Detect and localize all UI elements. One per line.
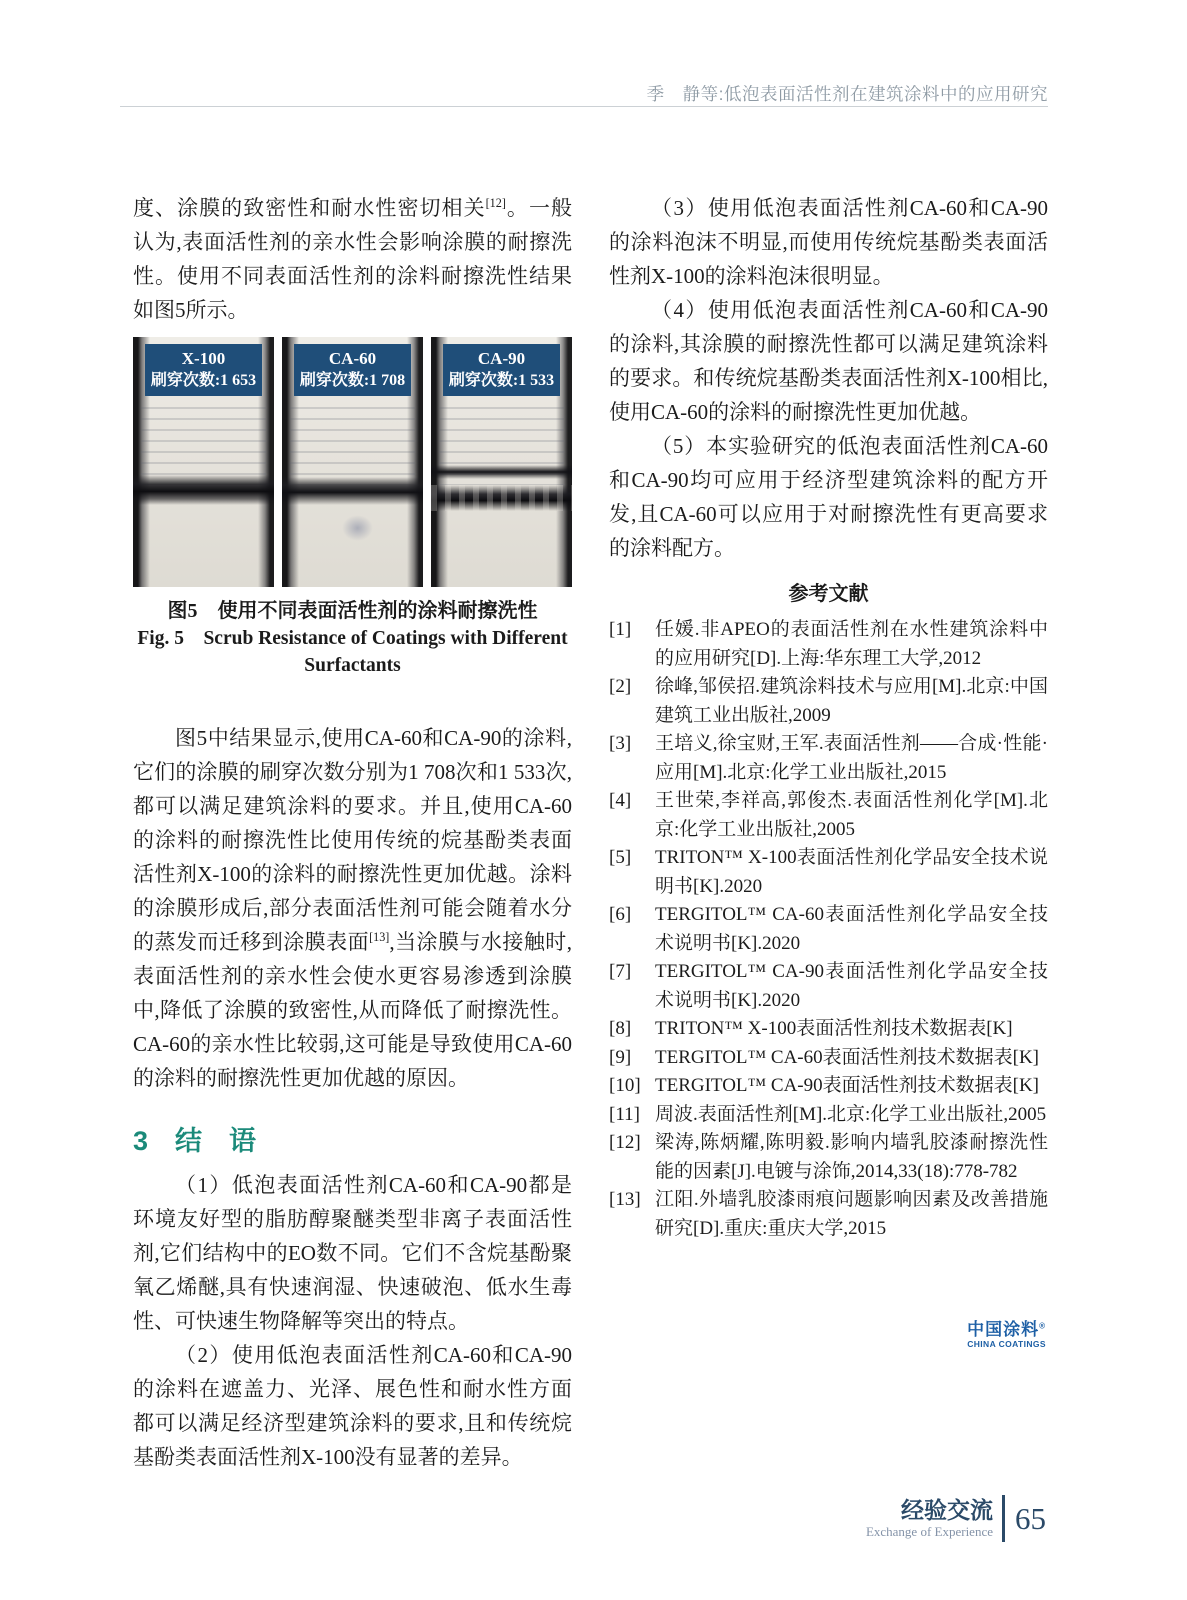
column-left (133, 191, 572, 1474)
reference-text: 梁涛,陈炳耀,陈明毅.影响内墙乳胶漆耐擦洗性能的因素[J].电镀与涂饰,2014,33(18):778-782 (655, 1132, 1048, 1182)
paragraph-text: ,当涂膜与水接触时,表面活性剂的亲水性会使水更容易渗透到涂膜中,降低了涂膜的致密性,从而降低了耐擦洗性。CA-60的亲水性比较弱,这可能是导致使用CA-60的涂料的耐擦洗性更加优越的原因。 (133, 930, 573, 1090)
publisher-logo (609, 1321, 1048, 1350)
citation-superscript: [12] (485, 196, 506, 210)
reference-label: [2] (609, 676, 632, 697)
panel-scrub-count: 刷穿次数:1 653 (150, 372, 257, 389)
logo-text: 中国涂料 (967, 1320, 1040, 1339)
reference-text: TERGITOL™ CA-90表面活性剂技术数据表[K] (655, 1075, 1039, 1096)
reference-text: 徐峰,邹侯招.建筑涂料技术与应用[M].北京:中国建筑工业出版社,2009 (655, 676, 1048, 726)
reference-item (609, 1044, 1048, 1073)
reference-text: 王世荣,李祥高,郭俊杰.表面活性剂化学[M].北京:化学工业出版社,2005 (655, 790, 1048, 840)
page-number: 65 (1015, 1500, 1046, 1536)
paragraph-conclusion-5: （5）本实验研究的低泡表面活性剂CA-60和CA-90均可应用于经济型建筑涂料的配方开发,且CA-60可以应用于对耐擦洗性有更高要求的涂料配方。 (609, 434, 1048, 560)
running-head-title: 季 静等:低泡表面活性剂在建筑涂料中的应用研究 (646, 84, 1048, 104)
scrub-breakthrough-band (431, 465, 572, 479)
paragraph-intro (133, 191, 572, 327)
reference-label: [5] (609, 847, 632, 868)
reference-list (609, 616, 1048, 1243)
scrub-photo-ca90 (431, 337, 572, 587)
panel-banner (443, 344, 560, 396)
reference-text: TERGITOL™ CA-60表面活性剂技术数据表[K] (655, 1046, 1039, 1068)
reference-label: [9] (609, 1046, 632, 1068)
scrub-photo-x100 (133, 337, 274, 587)
figure-5 (133, 337, 572, 679)
column-right (609, 191, 1048, 1474)
scrub-marks (141, 407, 266, 485)
reference-label: [8] (609, 1018, 632, 1039)
reference-label: [10] (609, 1075, 641, 1096)
panel-surfactant-name: X-100 (181, 349, 226, 368)
panel-scrub-count: 刷穿次数:1 708 (299, 372, 406, 389)
panel-surfactant-name: CA-90 (477, 349, 526, 368)
panel-banner (145, 344, 262, 396)
citation-superscript: [13] (369, 930, 390, 944)
reference-item (609, 1101, 1048, 1130)
scrub-breakthrough-band (431, 485, 572, 511)
references-heading: 参考文献 (788, 583, 869, 605)
reference-text: TERGITOL™ CA-60表面活性剂化学品安全技术说明书[K].2020 (655, 904, 1048, 954)
paragraph-text: 图5中结果显示,使用CA-60和CA-90的涂料,它们的涂膜的刷穿次数分别为1 708次和1 533次,都可以满足建筑涂料的要求。并且,使用CA-60的涂料的耐擦洗性比使用传统的烷基酚类表面活性剂X-100的涂料的耐擦洗性更加优越。涂料的涂膜形成后,部分表面活性剂可能会随着水分的蒸发而迁移到涂膜表面 (133, 726, 572, 954)
reference-item (609, 844, 1048, 901)
footer-section-zh: 经验交流 (901, 1497, 993, 1523)
logo-title-en: CHINA COATINGS (967, 1339, 1046, 1349)
paragraph-conclusion-2: （2）使用低泡表面活性剂CA-60和CA-90的涂料在遮盖力、光泽、展色性和耐水性方面都可以满足经济型建筑涂料的要求,且和传统烷基酚类表面活性剂X-100没有显著的差异。 (133, 1343, 572, 1469)
reference-label: [1] (609, 619, 632, 640)
reference-item (609, 673, 1048, 730)
figure-caption-en-line2: Surfactants (304, 655, 401, 676)
footer-section-en: Exchange of Experience (865, 1524, 993, 1539)
reference-label: [6] (609, 904, 632, 925)
reference-item (609, 958, 1048, 1015)
scrub-breakthrough-band (133, 475, 274, 505)
reference-label: [3] (609, 733, 632, 754)
reference-label: [12] (609, 1132, 641, 1153)
reference-item (609, 787, 1048, 844)
reference-text: 周波.表面活性剂[M].北京:化学工业出版社,2005 (655, 1103, 1047, 1125)
reference-text: TRITON™ X-100表面活性剂化学品安全技术说明书[K].2020 (655, 847, 1048, 897)
reference-item (609, 1186, 1048, 1243)
reference-item (609, 1129, 1048, 1186)
paragraph-discussion (133, 721, 572, 1095)
figure-photo-row (133, 337, 572, 587)
reference-text: 江阳.外墙乳胶漆雨痕问题影响因素及改善措施研究[D].重庆:重庆大学,2015 (655, 1189, 1048, 1239)
footer-section (866, 1497, 993, 1540)
header-rule (120, 106, 1048, 107)
two-column-body (133, 191, 1048, 1474)
footer-divider (1002, 1495, 1005, 1542)
reference-item (609, 730, 1048, 787)
scrub-marks (290, 407, 415, 485)
reference-text: 任媛.非APEO的表面活性剂在水性建筑涂料中的应用研究[D].上海:华东理工大学,2012 (655, 619, 1048, 669)
paragraph-conclusion-3: （3）使用低泡表面活性剂CA-60和CA-90的涂料泡沫不明显,而使用传统烷基酚类表面活性剂X-100的涂料泡沫很明显。 (609, 196, 1048, 288)
figure-caption-en-line1: Fig. 5 Scrub Resistance of Coatings with Different (137, 628, 568, 649)
paragraph-text: 。一般认为,表面活性剂的亲水性会影响涂膜的耐擦洗性。使用不同表面活性剂的涂料耐擦洗性结果如图5所示。 (133, 196, 573, 322)
paragraph-text: 度、涂膜的致密性和耐水性密切相关 (133, 196, 486, 220)
scrub-breakthrough-band (282, 477, 423, 505)
section-heading-conclusion: 3 结 语 (133, 1126, 257, 1156)
reference-item (609, 1072, 1048, 1101)
figure-caption-zh: 图5 使用不同表面活性剂的涂料耐擦洗性 (167, 600, 538, 622)
registered-mark: ® (1039, 1321, 1046, 1331)
panel-surfactant-name: CA-60 (328, 349, 377, 368)
paint-smudge (342, 515, 373, 541)
reference-text: 王培义,徐宝财,王军.表面活性剂——合成·性能·应用[M].北京:化学工业出版社,2015 (655, 733, 1048, 783)
logo-title-zh (609, 1321, 1046, 1339)
reference-text: TRITON™ X-100表面活性剂技术数据表[K] (655, 1018, 1013, 1039)
reference-text: TERGITOL™ CA-90表面活性剂化学品安全技术说明书[K].2020 (655, 961, 1048, 1011)
reference-item (609, 616, 1048, 673)
scrub-photo-ca60 (282, 337, 423, 587)
reference-item (609, 901, 1048, 958)
panel-scrub-count: 刷穿次数:1 533 (448, 372, 555, 389)
panel-banner (294, 344, 411, 396)
reference-label: [11] (609, 1103, 640, 1125)
reference-label: [13] (609, 1189, 641, 1210)
paragraph-conclusion-1: （1）低泡表面活性剂CA-60和CA-90都是环境友好型的脂肪醇聚醚类型非离子表面活性剂,它们结构中的EO数不同。它们不含烷基酚聚氧乙烯醚,具有快速润湿、快速破泡、低水生毒性、可快速生物降解等突出的特点。 (133, 1173, 572, 1333)
reference-label: [7] (609, 961, 632, 982)
reference-label: [4] (609, 790, 632, 811)
paragraph-conclusion-4: （4）使用低泡表面活性剂CA-60和CA-90的涂料,其涂膜的耐擦洗性都可以满足建筑涂料的要求。和传统烷基酚类表面活性剂X-100相比,使用CA-60的涂料的耐擦洗性更加优越。 (609, 298, 1048, 424)
reference-item (609, 1015, 1048, 1044)
page-footer (866, 1495, 1046, 1542)
